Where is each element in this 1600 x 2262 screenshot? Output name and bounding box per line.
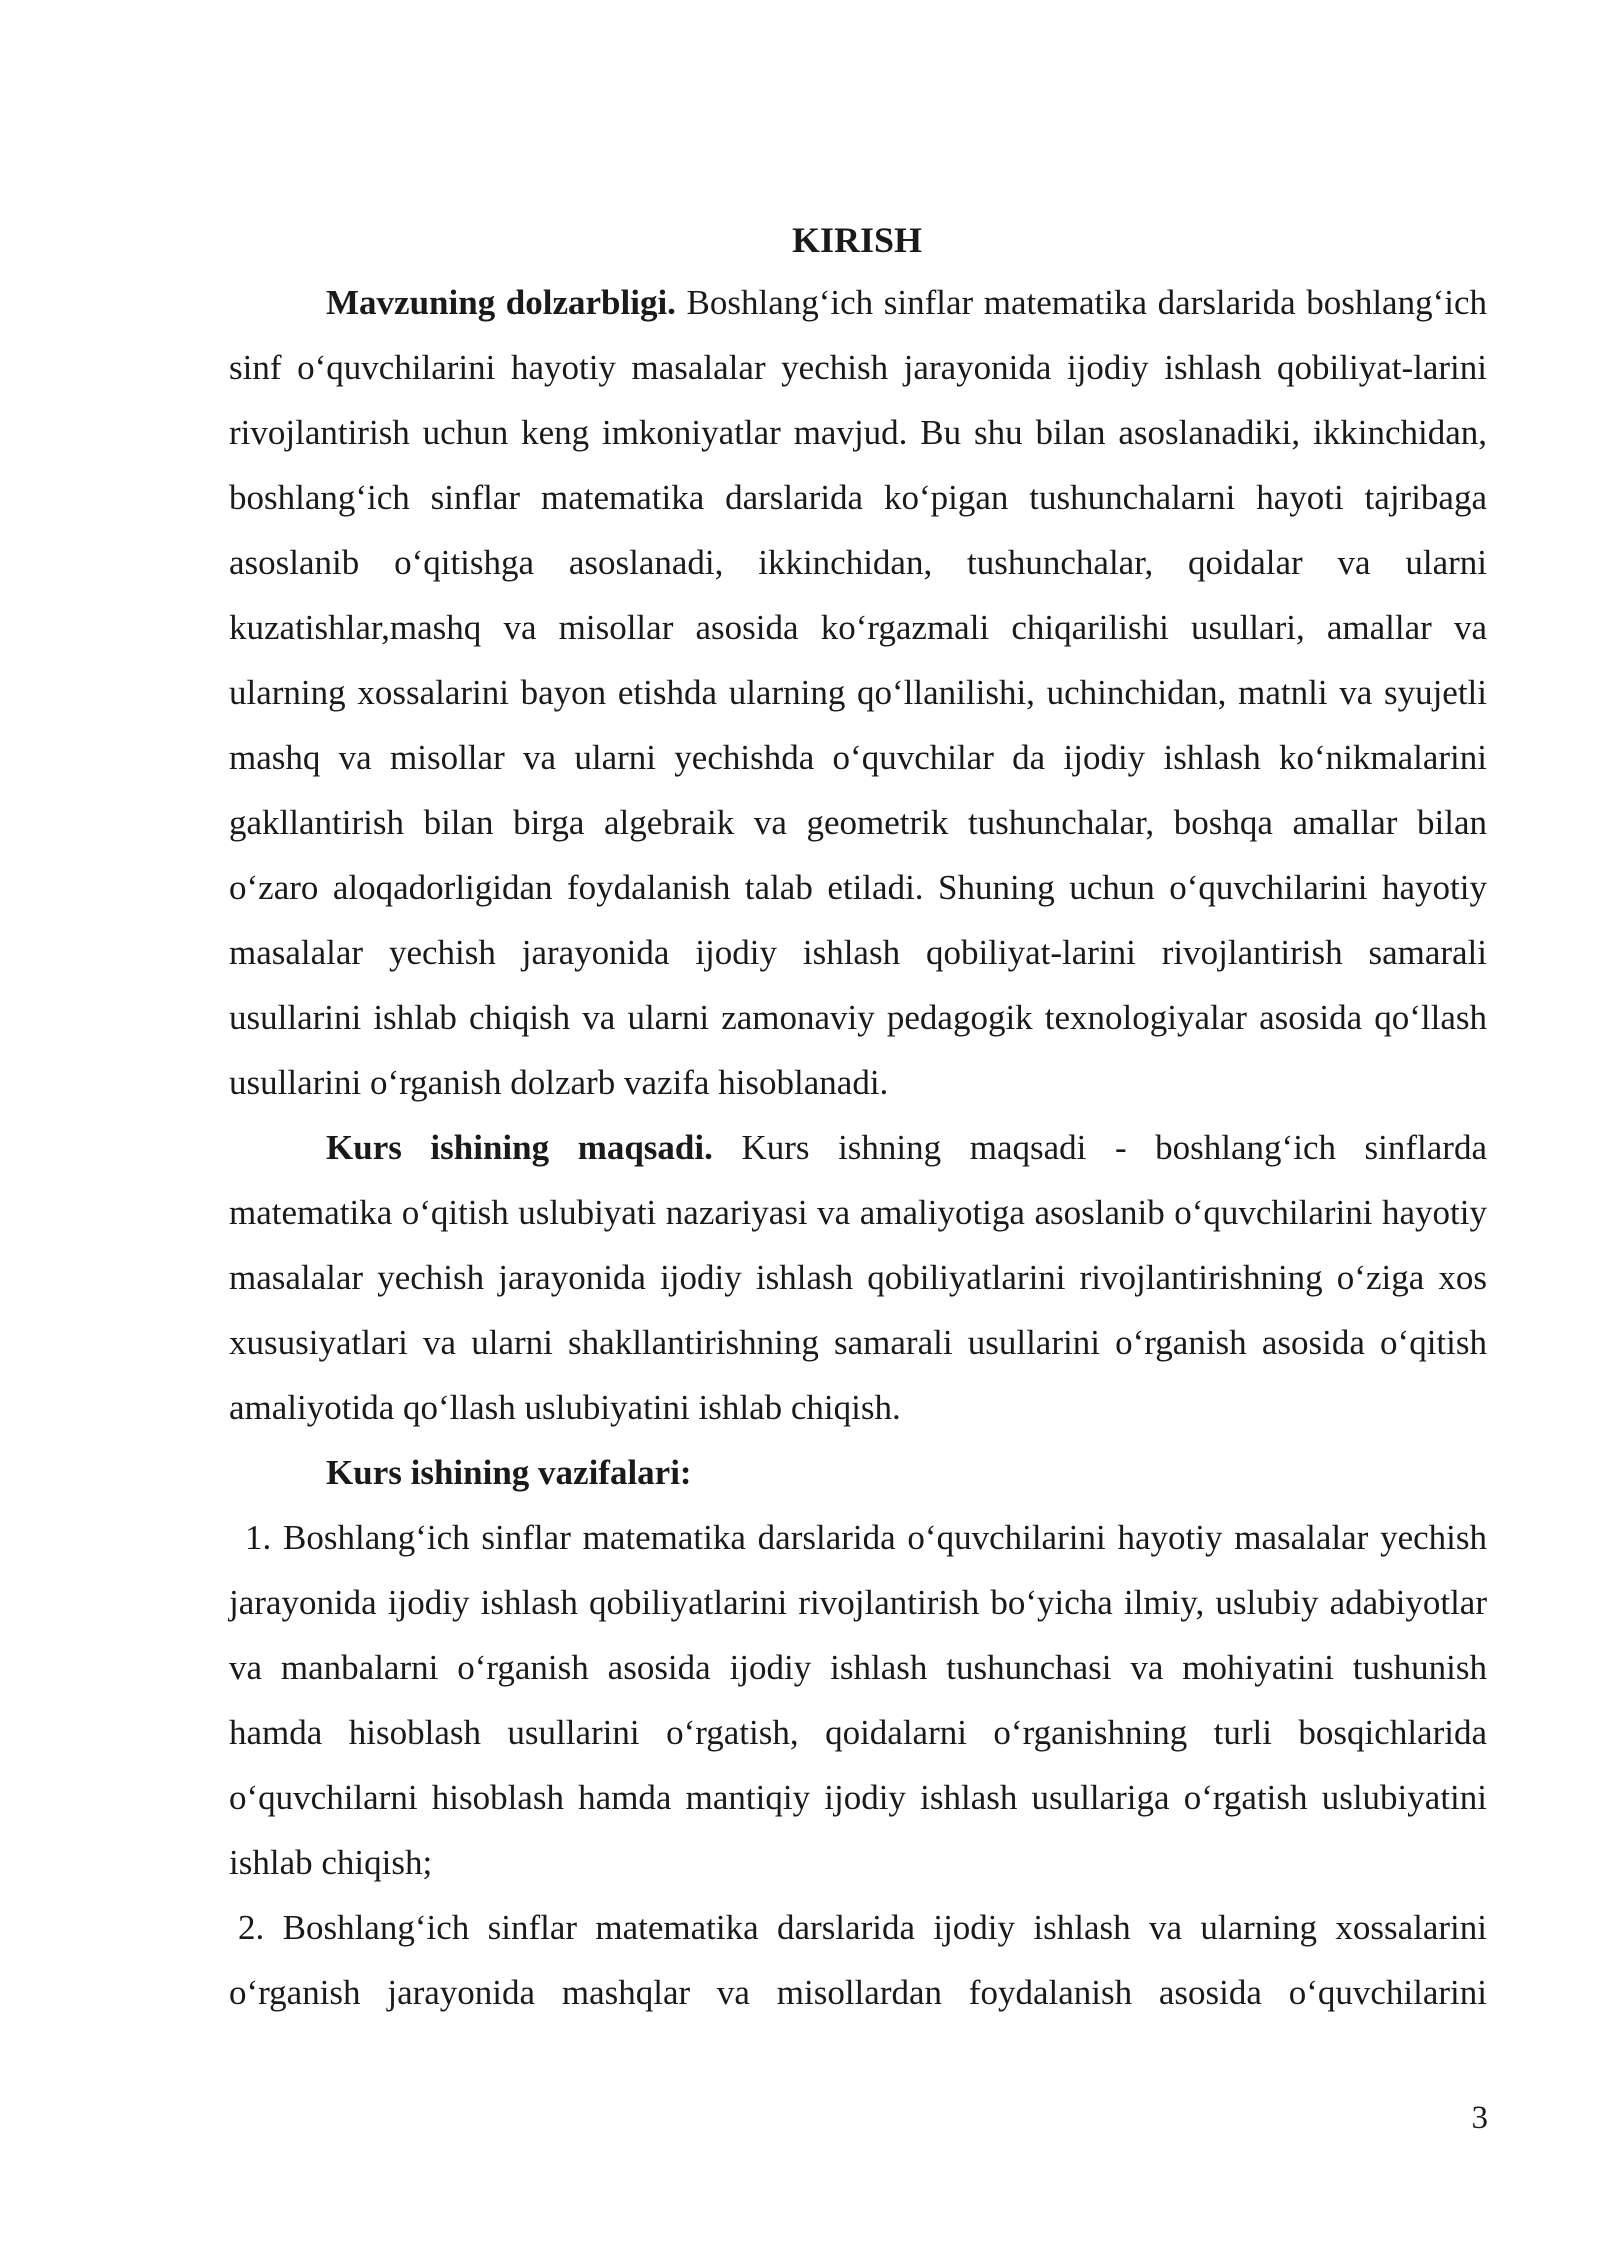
paragraph-goal (229, 1115, 1487, 1440)
paragraph-text: Kurs ishning maqsadi - boshlang‘ich sinflarda matematika o‘qitish uslubiyati nazariyasi va amaliyotiga asoslanib o‘quvchilarini hayotiy masalalar yechish jarayonida ijodiy ishlash qobiliyatlarini rivojlantirishning o‘ziga xos xususiyatlari va ularni shakllantirishning samarali usullarini o‘rganish asosida o‘qitish amaliyotida qo‘llash uslubiyatini ishlab chiqish. (229, 1128, 1487, 1427)
paragraph-heading: Kurs ishining vazifalari: (326, 1453, 692, 1492)
list-item: 1. Boshlang‘ich sinflar matematika darslarida o‘quvchilarini hayotiy masalalar yechish jarayonida ijodiy ishlash qobiliyatlarini rivojlantirish bo‘yicha ilmiy, uslubiy adabiyotlar va manbalarni o‘rganish asosida ijodiy ishlash tushunchasi va mohiyatini tushunish hamda hisoblash usullarini o‘rgatish, qoidalarni o‘rganishning turli bosqichlarida o‘quvchilarni hisoblash hamda mantiqiy ijodiy ishlash usullariga o‘rgatish uslubiyatini ishlab chiqish; (229, 1518, 1487, 1882)
paragraph-text: Boshlang‘ich sinflar matematika darslarida boshlang‘ich sinf o‘quvchilarini hayotiy masalalar yechish jarayonida ijodiy ishlash qobiliyat-larini rivojlantirish uchun keng imkoniyatlar mavjud. Bu shu bilan asoslanadiki, ikkinchidan, boshlang‘ich sinflar matematika darslarida ko‘pigan tushunchalarni hayoti tajribaga asoslanib o‘qitishga asoslanadi, ikkinchidan, tushunchalar, qoidalar va ularni kuzatishlar,mashq va misollar asosida ko‘rgazmali chiqarilishi usullari, amallar va ularning xossalarini bayon etishda ularning qo‘llanilishi, uchinchidan, matnli va syujetli mashq va misollar va ularni yechishda o‘quvchilar da ijodiy ishlash ko‘nikmalarini gakllantirish bilan birga algebraik va geometrik tushunchalar, boshqa amallar bilan o‘zaro aloqadorligidan foydalanish talab etiladi. Shuning uchun o‘quvchilarini hayotiy masalalar yechish jarayonida ijodiy ishlash qobiliyat-larini rivojlantirish samarali usullarini ishlab chiqish va ularni zamonaviy pedagogik texnologiyalar asosida qo‘llash usullarini o‘rganish dolzarb vazifa hisoblanadi. (229, 283, 1487, 1102)
document-body (229, 270, 1487, 2025)
page-title: KIRISH (791, 220, 923, 260)
paragraph-relevance (229, 270, 1487, 1115)
page-number: 3 (1471, 2100, 1488, 2136)
paragraph-tasks-heading (229, 1440, 1487, 1505)
list-item: 2. Boshlang‘ich sinflar matematika darslarida ijodiy ishlash va ularning xossalarini o‘rganish jarayonida mashqlar va misollardan foydalanish asosida o‘quvchilarini (229, 1908, 1487, 2012)
paragraph-heading: Kurs ishining maqsadi. (326, 1128, 713, 1167)
paragraph-heading: Mavzuning dolzarbligi. (326, 283, 676, 322)
